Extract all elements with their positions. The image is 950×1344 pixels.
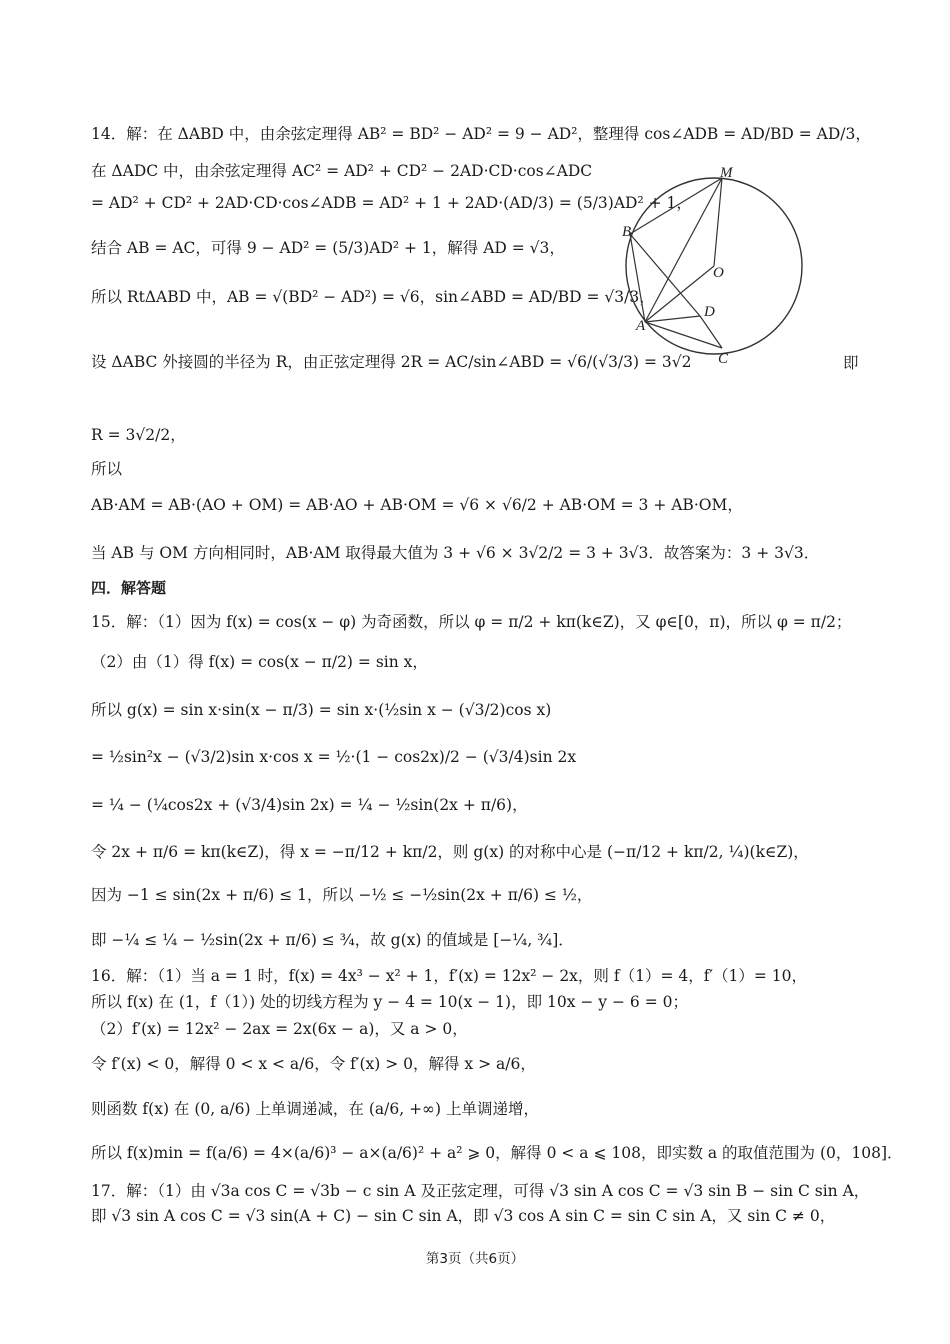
text-line-18: 因为 −1 ≤ sin(2x + π/6) ≤ 1，所以 −½ ≤ −½sin(2x + π/6) ≤ ½， [91, 886, 593, 904]
label-D: D [704, 304, 715, 320]
text-line-7: R = 3√2/2， [91, 426, 186, 444]
text-line-21: 所以 f(x) 在 (1，f（1）) 处的切线方程为 y − 4 = 10(x − 1)，即 10x − y − 6 = 0； [91, 993, 688, 1011]
section-heading: 四．解答题 [91, 579, 167, 597]
text-line-14: 所以 g(x) = sin x·sin(x − π/3) = sin x·(½sin x − (√3/2)cos x) [91, 701, 552, 719]
text-line-1: 14．解：在 ΔABD 中，由余弦定理得 AB² = BD² − AD² = 9 − AD²，整理得 cos∠ADB = AD/BD = AD/3， [91, 125, 871, 143]
text-line-20: 16．解：（1）当 a = 1 时，f(x) = 4x³ − x² + 1，f′(x) = 12x² − 2x，则 f（1）= 4，f′（1）= 10， [91, 967, 807, 985]
page-footer: 第3页（共6页） [425, 1251, 525, 1267]
text-line-22: （2）f′(x) = 12x² − 2ax = 2x(6x − a)，又 a > 0， [91, 1020, 468, 1038]
label-C: C [718, 351, 729, 367]
label-M: M [720, 165, 733, 181]
text-line-13: （2）由（1）得 f(x) = cos(x − π/2) = sin x， [91, 653, 428, 671]
segment-AC [645, 322, 722, 348]
text-line-3: = AD² + CD² + 2AD·CD·cos∠ADB = AD² + 1 + 2AD·(AD/3) = (5/3)AD² + 1， [91, 194, 692, 212]
ji-label: 即 [843, 354, 859, 372]
text-line-17: 令 2x + π/6 = kπ(k∈Z)，得 x = −π/12 + kπ/2，则 g(x) 的对称中心是 (−π/12 + kπ/2, ¼)(k∈Z)， [91, 843, 809, 861]
text-line-5: 所以 RtΔABD 中，AB = √(BD² − AD²) = √6，sin∠ABD = AD/BD = √3/3， [91, 288, 655, 306]
text-line-8: 所以 [91, 460, 123, 478]
text-line-16: = ¼ − (¼cos2x + (√3/4)sin 2x) = ¼ − ½sin(2x + π/6)， [91, 796, 528, 814]
text-line-9: AB·AM = AB·(AO + OM) = AB·AO + AB·OM = √6 × √6/2 + AB·OM = 3 + AB·OM， [91, 496, 743, 514]
segment-AD [645, 316, 700, 322]
text-line-12: 15．解：（1）因为 f(x) = cos(x − φ) 为奇函数，所以 φ = π/2 + kπ(k∈Z)，又 φ∈[0，π)，所以 φ = π/2； [91, 613, 852, 631]
text-line-23: 令 f′(x) < 0，解得 0 < x < a/6，令 f′(x) > 0，解得 x > a/6， [91, 1055, 536, 1073]
text-line-15: = ½sin²x − (√3/2)sin x·cos x = ½·(1 − cos2x)/2 − (√3/4)sin 2x [91, 748, 577, 766]
text-line-6: 设 ΔABC 外接圆的半径为 R，由正弦定理得 2R = AC/sin∠ABD = √6/(√3/3) = 3√2 [91, 353, 692, 371]
text-line-27: 即 √3 sin A cos C = √3 sin(A + C) − sin C sin A，即 √3 cos A sin C = sin C sin A，又 sin C ≠ 0， [91, 1207, 836, 1225]
text-line-26: 17．解：（1）由 √3a cos C = √3b − c sin A 及正弦定理，可得 √3 sin A cos C = √3 sin B − sin C sin A， [91, 1182, 870, 1200]
text-line-10: 当 AB 与 OM 方向相同时，AB·AM 取得最大值为 3 + √6 × 3√2/2 = 3 + 3√3．故答案为：3 + 3√3． [91, 544, 820, 562]
text-line-24: 则函数 f(x) 在 (0, a/6) 上单调递减，在 (a/6, +∞) 上单调递增， [91, 1100, 539, 1118]
text-line-2: 在 ΔADC 中，由余弦定理得 AC² = AD² + CD² − 2AD·CD·cos∠ADC [91, 162, 593, 180]
text-line-19: 即 −¼ ≤ ¼ − ½sin(2x + π/6) ≤ ¾，故 g(x) 的值域是 [−¼, ¾]． [91, 931, 574, 949]
circle-geometry-figure [612, 158, 812, 368]
segment-DC [700, 316, 722, 348]
label-A: A [636, 318, 646, 334]
text-line-4: 结合 AB = AC，可得 9 − AD² = (5/3)AD² + 1，解得 AD = √3， [91, 239, 565, 257]
segment-BD [630, 234, 700, 316]
label-B: B [622, 224, 632, 240]
text-line-25: 所以 f(x)min = f(a/6) = 4×(a/6)³ − a×(a/6)² + a² ⩾ 0，解得 0 < a ⩽ 108，即实数 a 的取值范围为 (0，108]． [91, 1144, 903, 1162]
label-O: O [713, 265, 724, 281]
